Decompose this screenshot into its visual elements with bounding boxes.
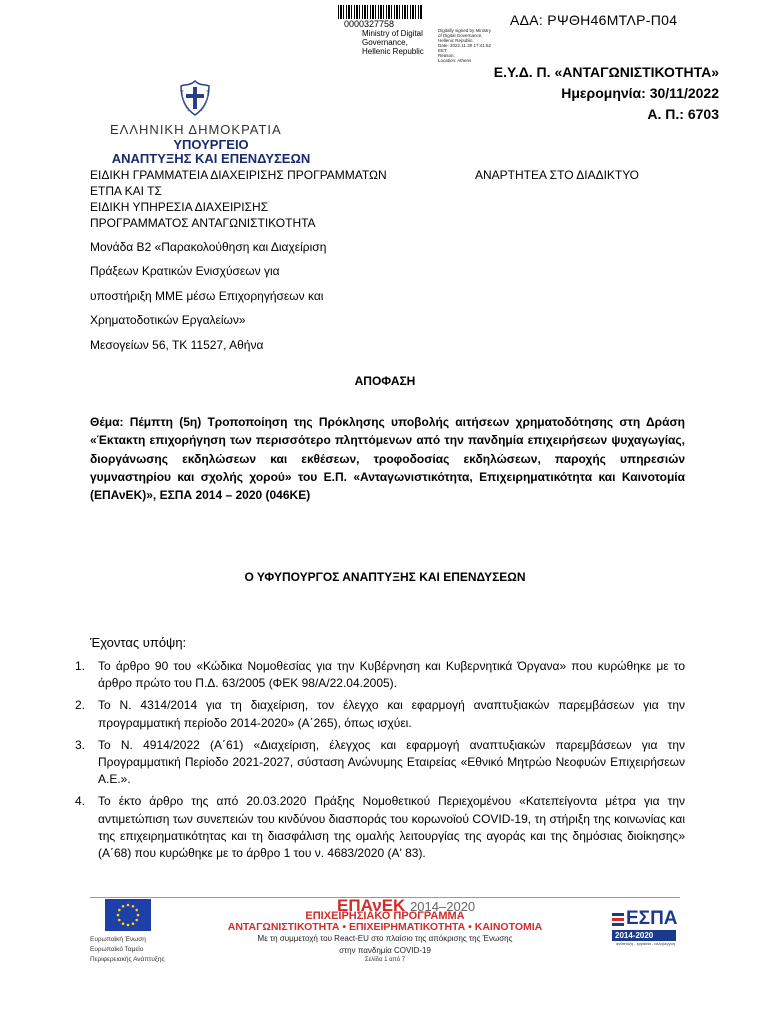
signature-org-line: Ministry of Digital	[362, 29, 423, 38]
sender-line: ΕΙΔΙΚΗ ΓΡΑΜΜΑΤΕΙΑ ΔΙΑΧΕΙΡΙΣΗΣ ΠΡΟΓΡΑΜΜΑΤΩΝ	[90, 168, 387, 182]
eu-label-line: Ευρωπαϊκό Ταμείο	[90, 946, 144, 953]
list-item-text: Το άρθρο 90 του «Κώδικα Νομοθεσίας για την Κυβέρνηση και Κυβερνητικά Όργανα» που κυρώθηκε με το άρθρο πρώτο του Π.Δ. 63/2005 (ΦΕΚ 98/Α/22.04.2005).	[98, 659, 685, 691]
considering-label: Έχοντας υπόψη:	[90, 635, 187, 650]
cofinance-line: στην πανδημία COVID-19	[339, 946, 431, 955]
sender-line: Μεσογείων 56, ΤΚ 11527, Αθήνα	[90, 337, 264, 352]
protocol-number: Α. Π.: 6703	[647, 106, 719, 122]
list-item	[75, 793, 685, 862]
publish-note: ΑΝΑΡΤΗΤΕΑ ΣΤΟ ΔΙΑΔΙΚΤΥΟ	[475, 168, 639, 182]
barcode-number: 0000327758	[344, 19, 395, 29]
considerations-list	[75, 658, 685, 867]
ministry-line: ΑΝΑΠΤΥΞΗΣ ΚΑΙ ΕΠΕΝΔΥΣΕΩΝ	[111, 151, 311, 166]
greek-emblem-icon	[177, 80, 213, 116]
subject-paragraph	[90, 413, 685, 504]
deputy-minister-heading: Ο ΥΦΥΠΟΥΡΓΟΣ ΑΝΑΠΤΥΞΗΣ ΚΑΙ ΕΠΕΝΔΥΣΕΩΝ	[244, 570, 526, 584]
espa-logo	[612, 908, 676, 946]
epanek-years: 2014–2020	[410, 899, 476, 914]
list-item-text: Το έκτο άρθρο της από 20.03.2020 Πράξης Νομοθετικού Περιεχομένου «Κατεπείγοντα μέτρα για την αντιμετώπιση των συνεπειών του κινδύνου διασποράς του κορωνοϊού COVID-19, τη στήριξη της κοινωνίας και της επιχειρηματικότητας και τη διασφάλιση της ομαλής λειτουργίας της αγοράς και της δημόσιας διοίκησης» (Α΄68) που κυρώθηκε με το άρθρο 1 του ν. 4683/2020 (Α' 83).	[98, 794, 685, 861]
ministry-name	[91, 138, 331, 166]
espa-subtitle: ανάπτυξη - εργασία - αλληλεγγύη	[616, 941, 676, 946]
signature-detail-line: Hellenic Republic	[438, 38, 473, 43]
espa-word: ΕΣΠΑ	[626, 908, 678, 929]
sender-line: Μονάδα Β2 «Παρακολούθηση και Διαχείριση	[90, 240, 327, 254]
subject-label: Θέμα:	[90, 415, 124, 429]
signature-org-line: Governance,	[362, 38, 408, 47]
eyd-title: Ε.Υ.Δ. Π. «ΑΝΤΑΓΩΝΙΣΤΙΚΟΤΗΤΑ»	[493, 64, 719, 80]
sender-line: ΕΙΔΙΚΗ ΥΠΗΡΕΣΙΑ ΔΙΑΧΕΙΡΙΣΗΣ	[90, 200, 269, 214]
eu-label-line: Ευρωπαϊκή Ένωση	[90, 936, 146, 943]
list-item-number: 3.	[75, 737, 86, 752]
list-item-number: 4.	[75, 794, 86, 809]
epanek-name: ΕΠΑνΕΚ	[337, 896, 406, 915]
eu-label-line: Περιφερειακής Ανάπτυξης	[90, 956, 165, 963]
republic-label: ΕΛΛΗΝΙΚΗ ΔΗΜΟΚΡΑΤΙΑ	[110, 122, 282, 137]
ada-code: ΑΔΑ: ΡΨΘΗ46ΜΤΛΡ-Π04	[510, 12, 678, 28]
list-item-number: 1.	[75, 659, 86, 673]
cofinance-line: Με τη συμμετοχή του React-EU στο πλαίσιο της απόκρισης της Ένωσης	[257, 934, 513, 943]
list-item	[75, 697, 685, 731]
page-number: Σελίδα 1 από 7	[364, 957, 406, 963]
signature-org-line: Hellenic Republic	[362, 47, 424, 56]
signature-detail-line: of Digital Governance,	[438, 33, 483, 38]
list-item-number: 2.	[75, 698, 86, 713]
signature-organization	[362, 29, 434, 56]
signature-detail-line: Date: 2022.11.30 17:41:52	[438, 43, 491, 48]
espa-years: 2014-2020	[612, 930, 676, 941]
sender-line: Πράξεων Κρατικών Ενισχύσεων για	[90, 264, 280, 279]
list-item	[75, 737, 685, 789]
espa-mark-icon	[612, 912, 624, 926]
list-item-text: Το Ν. 4914/2022 (Α΄61) «Διαχείριση, έλεγχος και εφαρμογή αναπτυξιακών παρεμβάσεων για την Προγραμματική Περίοδο 2021-2027, σύσταση Ανώνυμης Εταιρείας «Εθνικό Μητρώο Νεοφυών Επιχειρήσεων Α.Ε.».	[98, 737, 685, 787]
signature-details	[438, 28, 513, 63]
ministry-line: ΥΠΟΥΡΓΕΙΟ	[173, 137, 249, 152]
programme-tagline: ΑΝΤΑΓΩΝΙΣΤΙΚΟΤΗΤΑ • ΕΠΙΧΕΙΡΗΜΑΤΙΚΟΤΗΤΑ • ΚΑΙΝΟΤΟΜΙΑ	[227, 921, 543, 933]
signature-detail-line: Digitally signed by Ministry	[438, 28, 492, 33]
list-item-text: Το Ν. 4314/2014 για τη διαχείριση, τον έλεγχο και εφαρμογή αναπτυξιακών παρεμβάσεων για την προγραμματική περίοδο 2014-2020» (Α΄265), όπως ισχύει.	[98, 698, 685, 730]
document-date: Ημερομηνία: 30/11/2022	[561, 85, 719, 101]
sender-block	[90, 167, 387, 357]
sender-line: ΕΤΠΑ ΚΑΙ ΤΣ	[90, 184, 162, 198]
signature-detail-line: Location: Athens	[438, 58, 472, 63]
sender-line: υποστήριξη ΜΜΕ μέσω Επιχορηγήσεων και	[90, 288, 324, 303]
decision-title: ΑΠΟΦΑΣΗ	[354, 374, 416, 388]
list-item	[75, 658, 685, 692]
barcode	[338, 5, 422, 19]
sender-line: ΠΡΟΓΡΑΜΜΑΤΟΣ ΑΝΤΑΓΩΝΙΣΤΙΚΟΤΗΤΑ	[90, 216, 316, 230]
sender-line: Χρηματοδοτικών Εργαλείων»	[90, 313, 246, 328]
signature-detail-line: EET	[438, 48, 447, 53]
programme-label: ΕΠΙΧΕΙΡΗΣΙΑΚΟ ΠΡΟΓΡΑΜΜΑ	[305, 910, 465, 922]
signature-detail-line: Reason:	[438, 53, 455, 58]
subject-text: Πέμπτη (5η) Τροποποίηση της Πρόκλησης υποβολής αιτήσεων χρηματοδότησης στη Δράση «Έκτακτη επιχορήγηση των περισσότερο πληττόμενων από την πανδημία επιχειρήσεων ψυχαγωγίας, διοργάνωσης εκδηλώσεων και εκθέσεων, τροφοδοσίας εκδηλώσεων, παροχής υπηρεσιών γυμναστηρίου και σχολής χορού» του Ε.Π. «Ανταγωνιστικότητα, Επιχειρηματικότητα και Καινοτομία (ΕΠΑνΕΚ)», ΕΣΠΑ 2014 – 2020 (046ΚΕ)	[90, 415, 685, 503]
